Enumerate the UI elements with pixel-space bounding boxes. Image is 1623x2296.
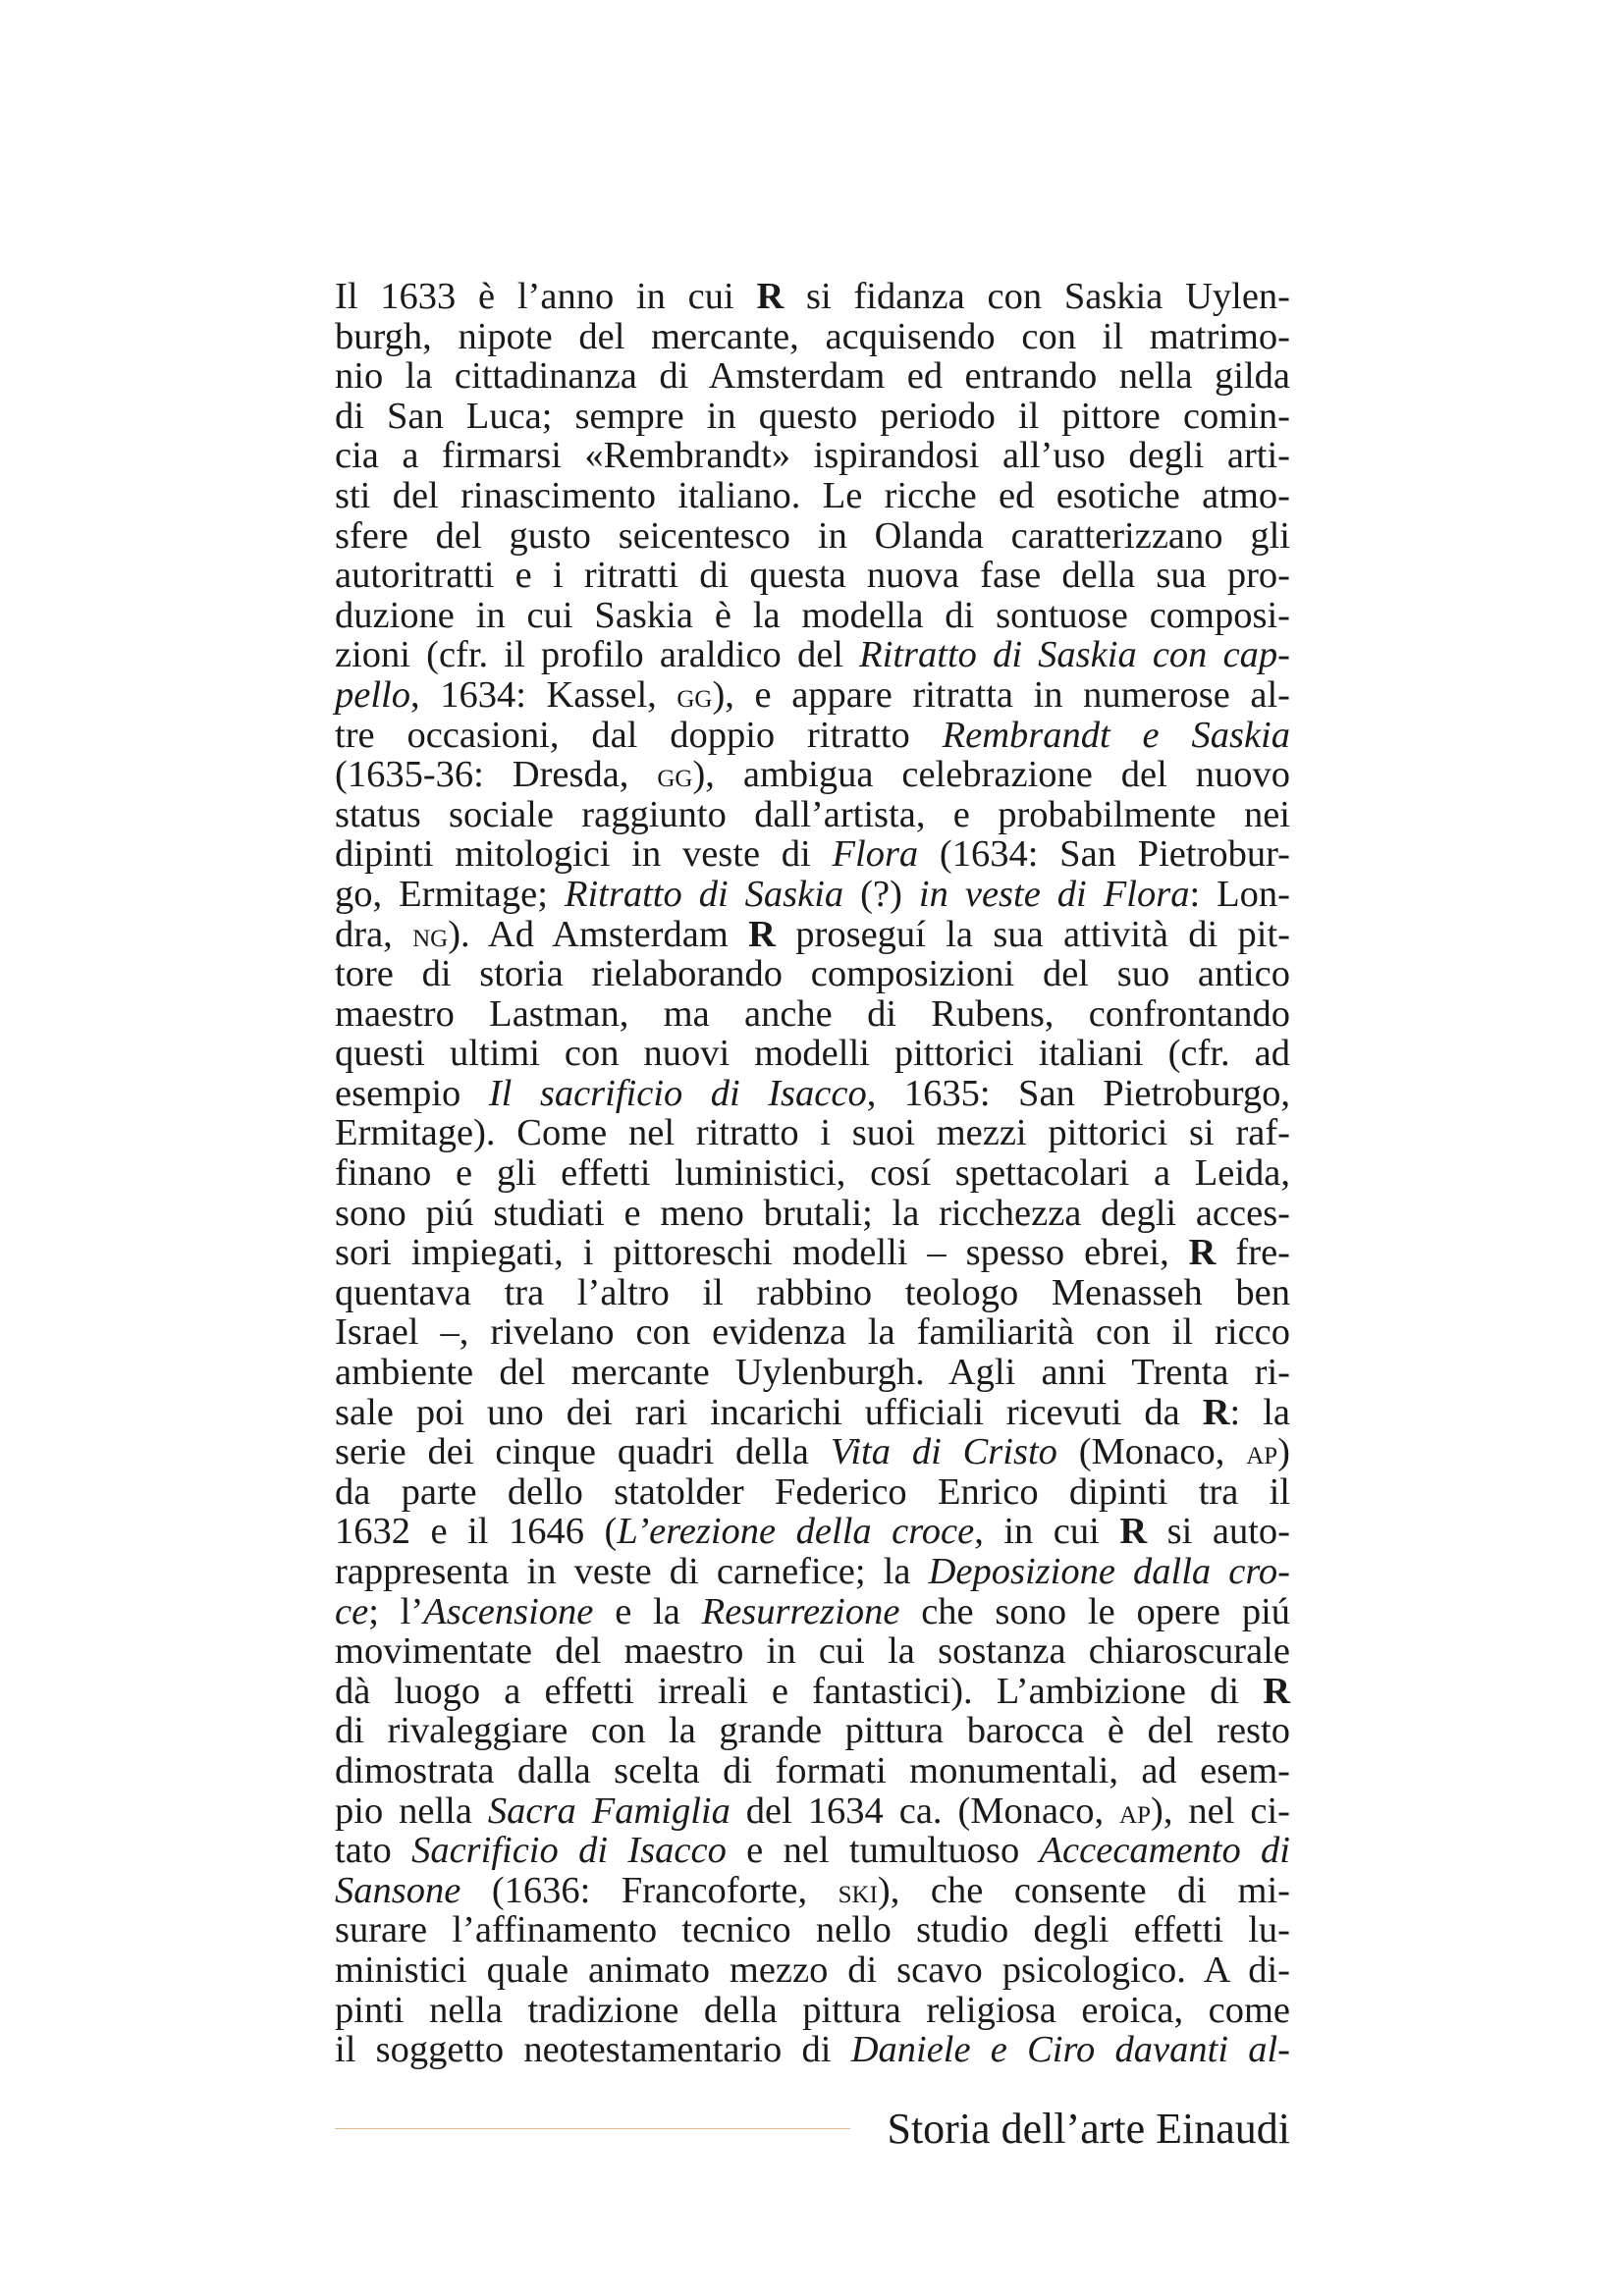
bold-text: R xyxy=(1202,1391,1230,1433)
text-line xyxy=(335,1950,1290,1991)
text-segment: ), nel ci- xyxy=(1151,1789,1290,1832)
text-line xyxy=(335,954,1290,994)
bold-text: R xyxy=(748,913,776,955)
text-segment: ), ambigua celebrazione del nuovo xyxy=(692,754,1291,796)
text-segment: ministici quale animato mezzo di scavo psicologico. A di- xyxy=(335,1949,1290,1991)
text-segment: dipinti mitologici in veste di xyxy=(335,833,833,876)
text-segment: burgh, nipote del mercante, acquisendo con il matrimo- xyxy=(335,315,1290,357)
text-line xyxy=(335,1831,1290,1871)
text-line xyxy=(335,317,1290,357)
text-segment: quentava tra l’altro il rabbino teologo Menasseh ben xyxy=(335,1271,1290,1313)
italic-text: ce xyxy=(335,1590,369,1632)
text-segment: go, Ermitage; xyxy=(335,873,565,915)
text-segment: finano e gli effetti luministici, cosí spettacolari a Leida, xyxy=(335,1152,1290,1195)
text-segment: il soggetto neotestamentario di xyxy=(335,2029,851,2071)
text-line xyxy=(335,1393,1290,1433)
text-segment: Ermitage). Come nel ritratto i suoi mezzi pittorici si raf- xyxy=(335,1112,1290,1154)
italic-text: in veste di Flora xyxy=(918,873,1190,915)
text-line xyxy=(335,1153,1290,1194)
text-segment: Israel –, rivelano con evidenza la familiarità con il ricco xyxy=(335,1311,1290,1354)
text-line xyxy=(335,1631,1290,1672)
text-segment: e nel tumultuoso xyxy=(726,1830,1040,1872)
text-segment: esempio xyxy=(335,1072,489,1114)
italic-text: Sansone xyxy=(335,1869,461,1911)
text-line xyxy=(335,1672,1290,1712)
bold-text: R xyxy=(1119,1511,1148,1553)
text-line xyxy=(335,596,1290,636)
text-segment: surare l’affinamento tecnico nello studio degli effetti lu- xyxy=(335,1909,1290,1951)
text-line xyxy=(335,436,1290,476)
italic-text: Rembrandt e Saskia xyxy=(942,714,1290,756)
text-segment: ), e appare ritratta in numerose al- xyxy=(712,673,1290,716)
text-segment: di rivaleggiare con la grande pittura barocca è del resto xyxy=(335,1710,1290,1752)
italic-text: Flora xyxy=(832,833,919,876)
italic-text: pello xyxy=(335,673,410,716)
text-segment: sfere del gusto seicentesco in Olanda caratterizzano gli xyxy=(335,514,1290,557)
text-segment: tato xyxy=(335,1830,412,1872)
italic-text: Daniele e Ciro davanti al- xyxy=(850,2029,1291,2071)
text-line xyxy=(335,476,1290,516)
footer-rule xyxy=(335,2128,850,2129)
text-segment: del 1634 ca. (Monaco, xyxy=(730,1789,1120,1832)
italic-text: Vita di Cristo xyxy=(830,1431,1057,1473)
text-segment: , in cui xyxy=(974,1511,1120,1553)
text-line xyxy=(335,1711,1290,1751)
text-line xyxy=(335,1472,1290,1513)
text-line xyxy=(335,635,1290,675)
text-line xyxy=(335,1233,1290,1273)
text-segment: si auto- xyxy=(1147,1511,1290,1553)
text-segment: ambiente del mercante Uylenburgh. Agli anni Trenta ri- xyxy=(335,1352,1290,1394)
text-line xyxy=(335,356,1290,397)
bold-text: R xyxy=(1263,1670,1290,1712)
text-segment: che sono le opere piú xyxy=(899,1590,1291,1632)
text-segment: serie dei cinque quadri della xyxy=(335,1431,831,1473)
text-segment: di San Luca; sempre in questo periodo il pittore comin- xyxy=(335,395,1290,437)
text-segment: autoritratti e i ritratti di questa nuova fase della sua pro- xyxy=(335,555,1290,597)
text-line xyxy=(335,1751,1290,1791)
italic-text: L’erezione della croce xyxy=(617,1511,975,1553)
text-line xyxy=(335,1871,1290,1911)
text-segment: questi ultimi con nuovi modelli pittorici italiani (cfr. ad xyxy=(335,1033,1290,1075)
small-caps-text: ng xyxy=(412,914,449,954)
small-caps-text: ap xyxy=(1119,1790,1152,1831)
text-line xyxy=(335,1592,1290,1632)
text-line xyxy=(335,1791,1290,1832)
italic-text: Ascensione xyxy=(423,1590,594,1632)
text-segment: 1632 e il 1646 ( xyxy=(335,1511,618,1553)
text-segment: rappresenta in veste di carnefice; la xyxy=(335,1551,929,1592)
text-segment: ; l’ xyxy=(368,1590,424,1632)
text-line xyxy=(335,1432,1290,1472)
text-line xyxy=(335,1353,1290,1393)
text-line xyxy=(335,1113,1290,1153)
text-segment: ), che consente di mi- xyxy=(877,1869,1290,1911)
text-line xyxy=(335,755,1290,795)
text-segment: duzione in cui Saskia è la modella di sontuose composi- xyxy=(335,594,1290,636)
italic-text: Il sacrificio di Isacco xyxy=(488,1072,867,1114)
text-segment: pinti nella tradizione della pittura religiosa eroica, come xyxy=(335,1989,1290,2031)
text-line xyxy=(335,716,1290,756)
text-line xyxy=(335,994,1290,1035)
text-line xyxy=(335,1074,1290,1114)
text-line xyxy=(335,1034,1290,1074)
text-segment: e la xyxy=(593,1590,702,1632)
text-line xyxy=(335,1910,1290,1950)
bold-text: R xyxy=(1188,1232,1217,1274)
text-line xyxy=(335,1512,1290,1552)
italic-text: Resurrezione xyxy=(701,1590,900,1632)
text-segment: status sociale raggiunto dall’artista, e probabilmente nei xyxy=(335,793,1290,835)
small-caps-text: ap xyxy=(1246,1432,1278,1472)
text-segment: dimostrata dalla scelta di formati monumentali, ad esem- xyxy=(335,1749,1290,1791)
text-segment: sori impiegati, i pittoreschi modelli – spesso ebrei, xyxy=(335,1232,1189,1274)
page-footer xyxy=(335,2099,1290,2158)
text-segment: ) xyxy=(1277,1431,1290,1473)
italic-text: Sacrificio di Isacco xyxy=(411,1830,727,1872)
text-segment: : Lon- xyxy=(1189,873,1290,915)
text-segment: fre- xyxy=(1216,1232,1290,1274)
text-segment: , 1635: San Pietroburgo, xyxy=(866,1072,1290,1114)
text-segment: , 1634: Kassel, xyxy=(409,673,677,716)
text-segment: tore di storia rielaborando composizioni del suo antico xyxy=(335,953,1290,995)
text-segment: (1635-36: Dresda, xyxy=(335,754,658,796)
text-segment: (1636: Francoforte, xyxy=(460,1869,839,1911)
footer-title: Storia dell’arte Einaudi xyxy=(887,2105,1290,2153)
text-line xyxy=(335,1312,1290,1353)
bold-text: R xyxy=(756,276,784,317)
text-segment: nio la cittadinanza di Amsterdam ed entrando nella gilda xyxy=(335,355,1290,398)
text-segment: (Monaco, xyxy=(1056,1431,1247,1473)
text-segment: sono piú studiati e meno brutali; la ricchezza degli acces- xyxy=(335,1192,1290,1234)
text-line xyxy=(335,277,1290,317)
text-line xyxy=(335,1552,1290,1592)
text-segment: Il 1633 è l’anno in cui xyxy=(335,276,757,317)
small-caps-text: ski xyxy=(838,1870,878,1910)
text-line xyxy=(335,556,1290,596)
text-line xyxy=(335,397,1290,437)
text-segment: movimentate del maestro in cui la sostanza chiaroscurale xyxy=(335,1630,1290,1673)
text-segment: tre occasioni, dal doppio ritratto xyxy=(335,714,943,756)
small-caps-text: gg xyxy=(676,674,713,715)
text-segment: (?) xyxy=(843,873,919,915)
text-segment: si fidanza con Saskia Uylen- xyxy=(784,276,1290,317)
text-segment: (1634: San Pietrobur- xyxy=(918,833,1290,876)
text-segment: dà luogo a effetti irreali e fantastici). L’ambizione di xyxy=(335,1670,1264,1712)
text-line xyxy=(335,875,1290,915)
text-line xyxy=(335,516,1290,557)
italic-text: Accecamento di xyxy=(1039,1830,1291,1872)
text-line xyxy=(335,795,1290,835)
italic-text: Ritratto di Saskia xyxy=(564,873,844,915)
italic-text: Deposizione dalla cro- xyxy=(928,1551,1290,1592)
text-segment: sale poi uno dei rari incarichi ufficiali ricevuti da xyxy=(335,1391,1203,1433)
text-line xyxy=(335,915,1290,955)
italic-text: Sacra Famiglia xyxy=(487,1789,730,1832)
text-line xyxy=(335,2030,1290,2070)
text-segment: maestro Lastman, ma anche di Rubens, confrontando xyxy=(335,992,1290,1035)
text-segment: sti del rinascimento italiano. Le ricche ed esotiche atmo- xyxy=(335,474,1290,516)
text-segment: dra, xyxy=(335,913,413,955)
text-segment: : la xyxy=(1229,1391,1290,1433)
small-caps-text: gg xyxy=(657,755,693,795)
italic-text: Ritratto di Saskia con cap- xyxy=(859,634,1290,676)
text-segment: proseguí la sua attività di pit- xyxy=(775,913,1291,955)
text-segment: ). Ad Amsterdam xyxy=(448,913,749,955)
text-segment: pio nella xyxy=(335,1789,488,1832)
text-segment: da parte dello statolder Federico Enrico dipinti tra il xyxy=(335,1470,1290,1513)
text-line xyxy=(335,1194,1290,1234)
text-segment: cia a firmarsi «Rembrandt» ispirandosi all’uso degli arti- xyxy=(335,435,1290,477)
text-line xyxy=(335,1991,1290,2031)
text-line xyxy=(335,1273,1290,1313)
text-line xyxy=(335,675,1290,716)
text-segment: zioni (cfr. il profilo araldico del xyxy=(335,634,860,676)
main-text xyxy=(335,277,1290,2070)
text-line xyxy=(335,834,1290,875)
